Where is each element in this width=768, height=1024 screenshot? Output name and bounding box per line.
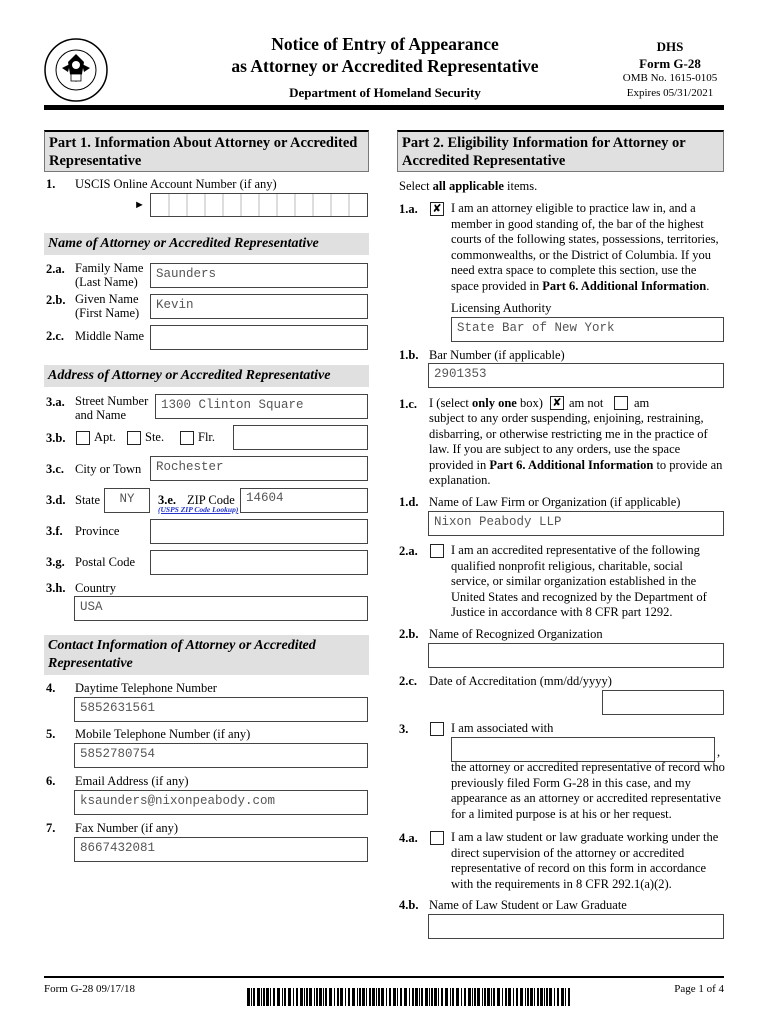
accredited-rep-checkbox[interactable] [430,544,444,558]
expiration-date: Expires 05/31/2021 [626,87,714,99]
footer-page-number: Page 1 of 4 [674,983,724,995]
q2c-number: 2.c. [399,674,418,688]
q4-label: Daytime Telephone Number [75,681,217,695]
q1c-text-b: Part 6. Additional Information [489,457,654,472]
q1a-text-c: . [706,278,710,293]
zip-code-field[interactable]: 14604 [240,488,368,513]
middle-name-field[interactable] [150,325,368,350]
q2c-number: 2.c. [46,329,65,343]
q1b-number: 1.b. [399,348,419,362]
q2a-label: Family Name (Last Name) [75,261,144,289]
fax-field[interactable]: 8667432081 [74,837,368,862]
law-firm-field[interactable]: Nixon Peabody LLP [428,511,724,536]
family-name-field[interactable]: Saunders [150,263,368,288]
postal-code-field[interactable] [150,550,368,575]
q1b-label: Bar Number (if applicable) [429,348,565,362]
part2-heading: Part 2. Eligibility Information for Attorney or Accredited Representative [397,130,724,172]
given-name-field[interactable]: Kevin [150,294,368,319]
omb-number: OMB No. 1615-0105 [622,72,718,84]
footer-form-id: Form G-28 09/17/18 [44,983,136,995]
q3-label: I am associated with [451,721,554,735]
select-instruction [399,179,537,194]
name-section-heading: Name of Attorney or Accredited Representative [44,233,369,255]
ste-label: Ste. [145,430,165,444]
am-not-checkbox[interactable]: ✘ [550,396,564,410]
am-not-label: am not [569,396,604,410]
q3e-number: 3.e. [158,493,177,507]
licensing-authority-label: Licensing Authority [451,301,552,315]
q1c-text [429,411,725,489]
associated-checkbox[interactable] [430,722,444,736]
q4b-label: Name of Law Student or Law Graduate [429,898,627,912]
form-number: Form G-28 [639,56,701,71]
header-rule [44,105,724,110]
licensing-authority-field[interactable]: State Bar of New York [451,317,724,342]
associated-with-field[interactable] [451,737,715,762]
q6-number: 6. [46,774,56,788]
q4-number: 4. [46,681,56,695]
recognized-org-field[interactable] [428,643,724,668]
department-name: Department of Homeland Security [289,85,481,100]
law-student-checkbox[interactable] [430,831,444,845]
q3g-number: 3.g. [46,555,65,569]
q2b-label: Name of Recognized Organization [429,627,603,641]
q1-number: 1. [46,177,56,191]
q4a-number: 4.a. [399,831,418,845]
q1-label: USCIS Online Account Number (if any) [75,177,277,191]
q3d-number: 3.d. [46,493,66,507]
q2c-label: Date of Accreditation (mm/dd/yyyy) [429,674,612,688]
country-field[interactable]: USA [74,596,368,621]
q3h-label: Country [75,581,116,595]
dhs-seal [44,38,108,102]
barcode [247,988,573,1006]
city-field[interactable]: Rochester [150,456,368,481]
q5-number: 5. [46,727,56,741]
q3-text: the attorney or accredited representative of record who previously filed Form G-28 in this case, and my appearance as an attorney or accredited representative for a limited purpose is at his or her request. [451,760,725,821]
q1c-text-a: subject to any order suspending, enjoining, restraining, disbarring, or otherwise restricting me in the practice of law. If you are subject to any orders, use the space provided in [429,411,708,472]
contact-section-heading: Contact Information of Attorney or Accredited Representative [44,635,369,675]
state-field[interactable]: NY [104,488,150,513]
apt-label: Apt. [94,430,116,444]
q1c-bold: only one [472,396,517,410]
select-bold: all applicable [432,179,504,193]
q3e-label: ZIP Code [187,493,235,507]
form-title-line2: as Attorney or Accredited Representative [231,56,539,76]
q4b-number: 4.b. [399,898,419,912]
q6-label: Email Address (if any) [75,774,189,788]
q2a-number: 2.a. [46,262,65,276]
q4a-text: I am a law student or law graduate working under the direct supervision of the attorney or accredited representative of record on this form in accordance with the requirements in 8 CFR 292.1(a)(2). [451,830,719,891]
uscis-account-number-field[interactable] [150,193,368,217]
form-title-line1: Notice of Entry of Appearance [271,34,499,54]
q1c-text-c: to provide an explanation. [429,457,723,487]
am-label: am [634,396,650,410]
footer-rule [44,976,724,978]
q1a-text-a: I am an attorney eligible to practice law in, and a member in good standing of, the bar of the highest courts of the following states, possessions, territories, commonwealths, or the District of Columbia. If you need extra space to complete this section, use the space provided in [451,201,719,293]
q1d-label: Name of Law Firm or Organization (if applicable) [429,495,681,509]
q3c-label: City or Town [75,462,142,476]
daytime-phone-field[interactable]: 5852631561 [74,697,368,722]
q2b-label: Given Name (First Name) [75,292,140,320]
zip-lookup-link[interactable]: (USPS ZIP Code Lookup) [158,505,239,514]
q3-comma: , [717,745,721,759]
accreditation-date-field[interactable] [602,690,724,715]
q1a-text-b: Part 6. Additional Information [542,278,707,293]
am-checkbox[interactable] [614,396,628,410]
q1c-number: 1.c. [399,397,418,411]
bar-number-field[interactable]: 2901353 [428,363,724,388]
arrow-icon: ► [134,199,145,211]
province-field[interactable] [150,519,368,544]
q3f-number: 3.f. [46,524,63,538]
flr-label: Flr. [198,430,216,444]
q2a-number: 2.a. [399,544,418,558]
q1c-post: box) [516,396,543,410]
street-field[interactable]: 1300 Clinton Square [155,394,368,419]
flr-checkbox[interactable] [180,431,194,445]
q1c-intro [429,396,543,411]
email-field[interactable]: ksaunders@nixonpeabody.com [74,790,368,815]
q3a-label: Street Number and Name [75,394,149,422]
q3a-number: 3.a. [46,395,65,409]
part1-heading: Part 1. Information About Attorney or Accredited Representative [44,130,369,172]
q3f-label: Province [75,524,120,538]
law-student-name-field[interactable] [428,914,724,939]
unit-number-field[interactable] [233,425,368,450]
q3d-label: State [75,493,100,507]
agency-label: DHS [656,39,684,54]
q3c-number: 3.c. [46,462,65,476]
attorney-checkbox[interactable]: ✘ [430,202,444,216]
q2c-label: Middle Name [75,329,145,343]
q5-label: Mobile Telephone Number (if any) [75,727,251,741]
q2b-number: 2.b. [46,293,66,307]
q3h-number: 3.h. [46,581,66,595]
q3b-number: 3.b. [46,431,66,445]
q1c-pre: I (select [429,396,473,410]
select-post: items. [503,179,538,193]
address-section-heading: Address of Attorney or Accredited Representative [44,365,369,387]
q1a-number: 1.a. [399,202,418,216]
apt-checkbox[interactable] [76,431,90,445]
q7-number: 7. [46,821,56,835]
q1d-number: 1.d. [399,495,419,509]
q3-number: 3. [399,722,409,736]
mobile-phone-field[interactable]: 5852780754 [74,743,368,768]
q3g-label: Postal Code [75,555,136,569]
q2a-text: I am an accredited representative of the following qualified nonprofit religious, charitable, social service, or similar organization established in the United States and recognized by the Department of Justice in accordance with 8 CFR part 1292. [451,543,707,619]
ste-checkbox[interactable] [127,431,141,445]
q2b-number: 2.b. [399,627,419,641]
select-pre: Select [399,179,433,193]
q1a-text [451,201,725,294]
q7-label: Fax Number (if any) [75,821,179,835]
